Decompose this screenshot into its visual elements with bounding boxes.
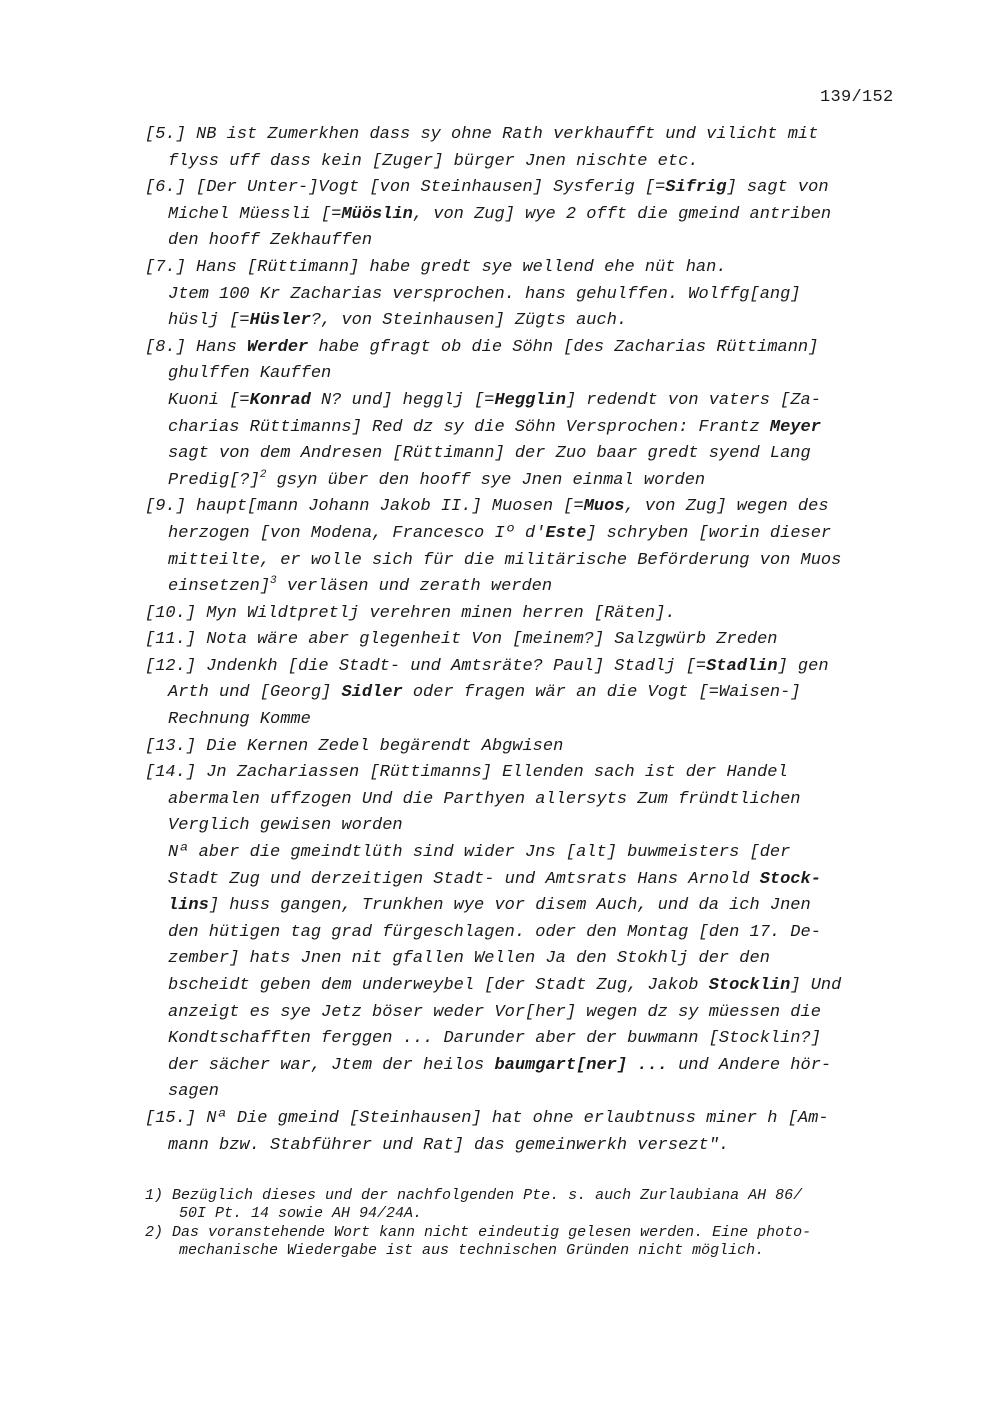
bold-name: Este — [545, 523, 587, 543]
protocol-item — [145, 494, 915, 600]
text-run: ] huss gangen, Trunkhen wye vor disem Auch, und da ich Jnen — [208, 896, 811, 916]
text-run: Nª Die gmeind [Steinhausen] hat ohne erlaubtnuss miner h [Am- — [196, 1108, 829, 1128]
bold-name: Stock- — [759, 869, 821, 889]
text-run: Jndenkh [die Stadt- und Amtsräte? Paul] Stadlj [= — [196, 656, 707, 676]
text-run: zember] hats Jnen nit gfallen Wellen Ja den Stokhlj der den — [168, 949, 770, 969]
text-line — [145, 734, 915, 761]
text-run: herzogen [von Modena, Francesco Iº d' — [168, 523, 546, 543]
text-line — [145, 840, 915, 867]
footnotes — [145, 1187, 915, 1261]
item-label: [15.] — [145, 1108, 197, 1128]
text-run: verläsen und zerath werden — [276, 577, 553, 597]
footnote-text: mechanische Wiedergabe ist aus technischen Gründen nicht möglich. — [179, 1242, 765, 1260]
text-line — [145, 149, 915, 176]
text-line — [145, 521, 915, 548]
text-line — [145, 920, 915, 947]
text-run: gsyn über den hooff sye Jnen einmal worden — [266, 470, 706, 490]
text-run: Predig[?] — [168, 470, 260, 490]
bold-name: Müöslin — [341, 204, 413, 224]
text-line — [145, 1026, 915, 1053]
item-label: [7.] — [145, 257, 186, 277]
text-line — [145, 335, 915, 362]
text-run: anzeigt es sye Jetz böser weder Vor[her] wegen dz sy müessen die — [168, 1002, 821, 1022]
text-run: Kondtschafften ferggen ... Darunder aber der buwmann [Stocklin?] — [168, 1029, 821, 1049]
text-line — [145, 175, 915, 202]
text-line — [145, 893, 915, 920]
protocol-item — [145, 122, 915, 175]
protocol-body — [145, 122, 915, 1159]
protocol-item — [145, 335, 915, 495]
text-run: Arth und [Georg] — [168, 683, 342, 703]
text-run: abermalen uffzogen Und die Parthyen allersyts Zum fründtlichen — [168, 789, 801, 809]
item-label: [13.] — [145, 736, 197, 756]
text-run: mitteilte, er wolle sich für die militärische Beförderung von Muos — [168, 550, 842, 570]
text-line — [145, 973, 915, 1000]
item-label: [10.] — [145, 603, 197, 623]
footnote — [145, 1187, 915, 1224]
text-line — [145, 1106, 915, 1133]
text-run: N? und] hegglj [= — [310, 390, 495, 410]
text-run: haupt[mann Johann Jakob II.] Muosen [= — [185, 497, 584, 517]
text-line — [145, 707, 915, 734]
text-line — [145, 680, 915, 707]
text-run: ] redendt von vaters [Za- — [565, 390, 821, 410]
protocol-item — [145, 654, 915, 734]
footnote-marker: 1) — [145, 1187, 173, 1204]
text-run: oder fragen wär an die Vogt [=Waisen-] — [402, 683, 801, 703]
footnote-text: Bezüglich dieses und der nachfolgenden Pte. s. auch Zurlaubiana AH 86/ — [172, 1187, 803, 1204]
text-line — [145, 415, 915, 442]
text-run: mann bzw. Stabführer und Rat] das gemeinwerkh versezt". — [168, 1135, 730, 1155]
bold-name: Hüsler — [249, 311, 311, 331]
text-run: und Andere hör- — [667, 1055, 832, 1075]
text-line — [145, 574, 915, 601]
text-run: Nª aber die gmeindtlüth sind wider Jns [alt] buwmeisters [der — [168, 843, 791, 863]
text-run: Stadt Zug und derzeitigen Stadt- und Amtsrats Hans Arnold — [168, 869, 760, 889]
bold-name: baumgart[ner] ... — [494, 1055, 668, 1075]
footnote — [145, 1224, 915, 1261]
text-run: Hans — [185, 337, 248, 357]
text-line — [145, 867, 915, 894]
text-run: einsetzen] — [168, 577, 271, 597]
bold-name: Werder — [247, 337, 309, 357]
item-label: [9.] — [145, 497, 186, 517]
text-line — [145, 308, 915, 335]
text-line — [145, 202, 915, 229]
text-line — [145, 760, 915, 787]
text-line — [145, 787, 915, 814]
text-line — [145, 388, 915, 415]
text-line — [145, 1053, 915, 1080]
text-line — [145, 441, 915, 468]
text-run: ] Und — [790, 976, 842, 995]
footnote-text: 50I Pt. 14 sowie AH 94/24A. — [179, 1205, 423, 1223]
text-line — [145, 601, 915, 628]
protocol-item — [145, 627, 915, 654]
text-run: sagen — [168, 1082, 220, 1102]
bold-name: Meyer — [769, 417, 821, 437]
text-line — [145, 494, 915, 521]
text-line — [145, 228, 915, 255]
text-run: , von Zug] wye 2 offt die gmeind antriben — [412, 204, 832, 224]
text-run: ] schryben [worin dieser — [586, 523, 832, 543]
footnote-line — [145, 1242, 915, 1260]
bold-name: Stadlin — [706, 656, 778, 676]
protocol-item — [145, 734, 915, 761]
text-run: ghulffen Kauffen — [168, 364, 332, 384]
bold-name: Hegglin — [494, 390, 566, 410]
text-run: Hans [Rüttimann] habe gredt sye wellend ehe nüt han. — [185, 257, 727, 277]
text-run: Die Kernen Zedel begärendt Abgwisen — [196, 736, 564, 756]
text-run: habe gfragt ob die Söhn [des Zacharias Rüttimann] — [308, 337, 819, 357]
text-run: Verglich gewisen worden — [168, 816, 403, 836]
text-run: [Der Unter-]Vogt [von Steinhausen] Sysferig [= — [185, 178, 666, 198]
text-run: bscheidt geben dem underweybel [der Stadt Zug, Jakob — [168, 976, 709, 995]
text-run: flyss uff dass kein [Zuger] bürger Jnen nischte etc. — [168, 151, 699, 171]
text-run: sagt von dem Andresen [Rüttimann] der Zuo baar gredt syend Lang — [168, 444, 811, 464]
footnote-line — [145, 1205, 915, 1223]
text-line — [145, 1079, 915, 1106]
footnote-line — [145, 1224, 915, 1242]
text-run: den hütigen tag grad fürgeschlagen. oder den Montag [den 17. De- — [168, 922, 821, 942]
text-run: Michel Müessli [= — [168, 204, 342, 224]
footnote-line — [145, 1187, 915, 1205]
text-line — [145, 1133, 915, 1160]
text-line — [145, 627, 915, 654]
text-run: Rechnung Komme — [168, 710, 311, 730]
text-line — [145, 255, 915, 282]
text-run: NB ist Zumerkhen dass sy ohne Rath verkhaufft und vilicht mit — [185, 125, 819, 144]
text-run: ] sagt von — [726, 178, 829, 198]
bold-name: Muos — [583, 497, 625, 517]
protocol-item — [145, 601, 915, 628]
text-run: ?, von Steinhausen] Zügts auch. — [310, 311, 628, 331]
protocol-item — [145, 760, 915, 1106]
text-run: Jtem 100 Kr Zacharias versprochen. hans gehulffen. Wolffg[ang] — [168, 284, 801, 304]
text-run: den hooff Zekhauffen — [168, 231, 373, 251]
item-label: [8.] — [145, 337, 186, 357]
text-line — [145, 122, 915, 149]
text-line — [145, 1000, 915, 1027]
footnote-text: Das voranstehende Wort kann nicht eindeutig gelesen werden. Eine photo- — [172, 1223, 812, 1241]
text-run: Kuoni [= — [168, 390, 250, 410]
bold-name: Sidler — [341, 683, 403, 703]
footnote-ref: 2 — [259, 468, 267, 481]
text-run: charias Rüttimanns] Red dz sy die Söhn Versprochen: Frantz — [168, 417, 770, 437]
text-run: Myn Wildtpretlj verehren minen herren [Räten]. — [196, 603, 676, 623]
bold-name: Konrad — [249, 390, 311, 410]
protocol-item — [145, 1106, 915, 1159]
protocol-item — [145, 175, 915, 255]
text-line — [145, 548, 915, 575]
text-line — [145, 813, 915, 840]
page-number: 139/152 — [820, 88, 894, 107]
item-label: [12.] — [145, 656, 197, 676]
item-label: [6.] — [145, 178, 186, 198]
text-run: hüslj [= — [168, 311, 250, 331]
text-run: Nota wäre aber glegenheit Von [meinem?] Salzgwürb Zreden — [196, 630, 778, 650]
text-line — [145, 282, 915, 309]
text-line — [145, 361, 915, 388]
protocol-item — [145, 255, 915, 335]
bold-name: Sifrig — [665, 178, 727, 198]
text-run: Jn Zachariassen [Rüttimanns] Ellenden sach ist der Handel — [196, 763, 788, 783]
text-line — [145, 468, 915, 495]
item-label: [11.] — [145, 630, 197, 650]
text-run: , von Zug] wegen des — [624, 497, 829, 517]
item-label: [14.] — [145, 763, 197, 783]
bold-name: lins — [168, 896, 209, 916]
text-line — [145, 946, 915, 973]
text-line — [145, 654, 915, 681]
text-run: der sächer war, Jtem der heilos — [168, 1055, 495, 1075]
footnote-ref: 3 — [270, 575, 277, 588]
text-run: ] gen — [777, 656, 829, 676]
bold-name: Stocklin — [708, 976, 791, 995]
footnote-marker: 2) — [145, 1223, 173, 1241]
item-label: [5.] — [145, 125, 186, 144]
